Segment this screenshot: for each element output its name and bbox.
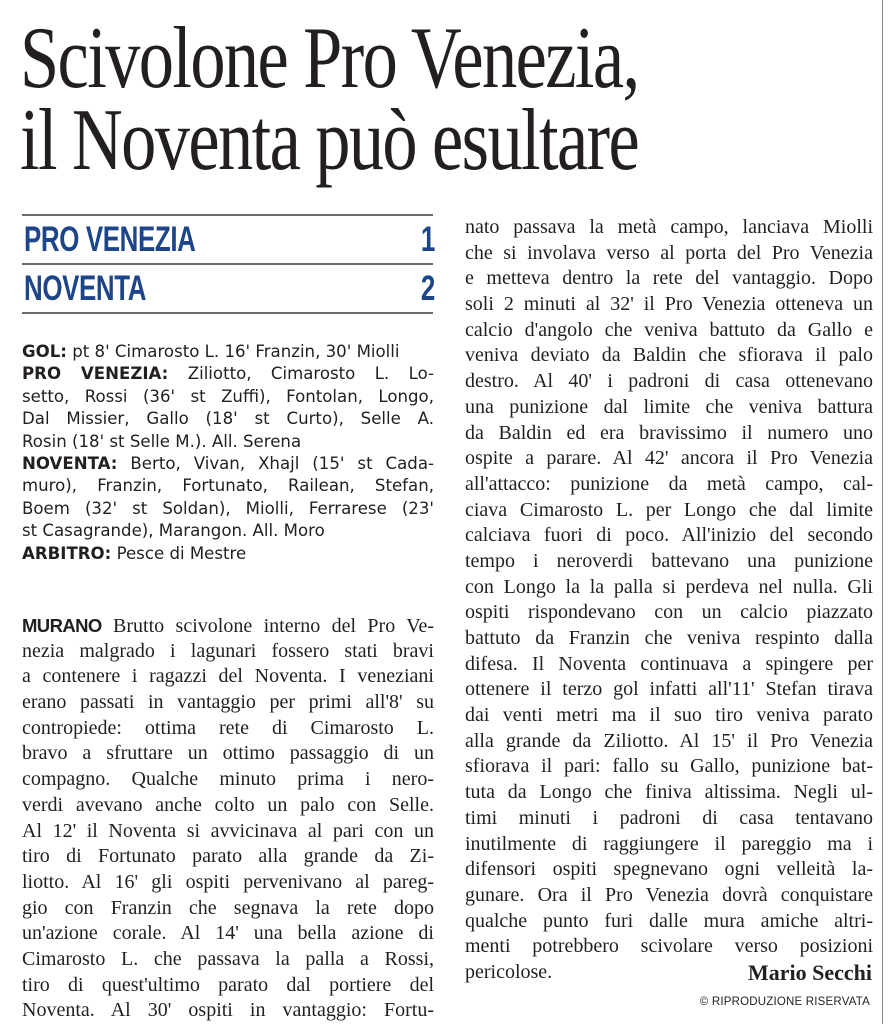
- article-line: [22, 613, 434, 639]
- home-lineup-label: PRO VENEZIA:: [22, 364, 169, 384]
- headline-line-1: Scivolone Pro Venezia,: [20, 10, 639, 107]
- article-line: ciava Cimarosto L. per Longo che dal limite: [465, 498, 873, 521]
- score-row-home: [22, 216, 433, 263]
- article-column-right: [465, 215, 873, 986]
- article-line: sfiorava il pari: fallo su Gallo, punizione bat-: [465, 755, 873, 778]
- author-byline: Mario Secchi: [747, 960, 872, 985]
- score-box: [22, 214, 433, 314]
- article-line: con Longo la la palla si perdeva nel nulla. Gli: [465, 575, 873, 598]
- dateline: MURANO: [22, 615, 102, 636]
- article-line: erano passati in vantaggio per primi all'8' su: [22, 691, 434, 714]
- column-divider: [882, 0, 883, 1024]
- referee-label: ARBITRO:: [22, 543, 112, 563]
- article-line: dai venti metri ma il suo tiro veniva parato: [465, 704, 873, 727]
- article-line: e metteva dentro la rete del vantaggio. Dopo: [465, 267, 873, 290]
- home-lineup-line: [22, 363, 434, 385]
- article-line: contropiede: ottima rete di Cimarosto L.: [22, 716, 434, 739]
- article-line: che si involava verso al porta del Pro Venezia: [465, 241, 873, 264]
- article-line: pericolose.: [465, 960, 553, 983]
- away-lineup-label: NOVENTA:: [22, 454, 118, 474]
- referee-text: Pesce di Mestre: [116, 543, 247, 563]
- article-line: tiro di Fortunato parato alla grande da Zi-: [22, 845, 434, 868]
- article-column-left: [22, 613, 434, 1024]
- article-line: destro. Al 40' i padroni di casa ottenevano: [465, 370, 873, 393]
- article-line: menti potrebbero scivolare verso posizioni: [465, 935, 873, 958]
- score-rule-bottom: [22, 312, 433, 314]
- goals-label: GOL:: [22, 342, 67, 361]
- away-lineup-line: [22, 453, 434, 475]
- match-info: [22, 341, 434, 565]
- article-line: gio con Franzin che segnava la rete dopo: [22, 896, 434, 919]
- headline: [20, 0, 700, 189]
- article-line: Al 12' il Noventa si avvicinava al pari con un: [22, 819, 434, 842]
- article-line: timi minuti i padroni di casa tentavano: [465, 806, 873, 829]
- referee-line: [22, 543, 434, 565]
- away-team-name: NOVENTA: [24, 269, 147, 308]
- article-line: bravo a sfruttare un ottimo passaggio di un: [22, 742, 434, 765]
- article-line: nezia malgrado i lagunari fossero stati bravi: [22, 639, 434, 662]
- article-line: all'attacco: punizione da metà campo, cal-: [465, 472, 873, 495]
- goals-line: [22, 341, 434, 363]
- article-line: Noventa. Al 30' ospiti in vantaggio: Fortu-: [22, 999, 434, 1022]
- article-line: tuta da Longo che finiva altissima. Negli ul-: [465, 781, 873, 804]
- article-line: gunare. Ora il Pro Venezia dovrà conquistare: [465, 883, 873, 906]
- article-line: difesa. Il Noventa continuava a spingere per: [465, 652, 873, 675]
- article-line: ottenere il terzo gol infatti all'11' Stefan tirava: [465, 678, 873, 701]
- article-line: da Baldin ed era bravissimo il numero uno: [465, 421, 873, 444]
- home-team-name: PRO VENEZIA: [24, 220, 196, 259]
- home-lineup-text: Ziliotto, Cimarosto L. Lo-: [187, 364, 435, 384]
- article-line: tiro di quest'ultimo parato dal portiere del: [22, 973, 434, 996]
- score-row-away: [22, 265, 433, 312]
- article-line: calcio d'angolo che veniva battuto da Gallo e: [465, 318, 873, 341]
- article-line: veniva deviato da Baldin che sfiorava il palo: [465, 344, 873, 367]
- article-line: tempo i neroverdi battevano una punizione: [465, 549, 873, 572]
- article-line: una punizione dal limite che veniva battura: [465, 395, 873, 418]
- away-lineup-line: muro), Franzin, Fortunato, Railean, Stefan,: [22, 476, 434, 496]
- article-line: a contenere i ragazzi del Noventa. I veneziani: [22, 665, 434, 688]
- article-line: ospiti rispondevano con un calcio piazzato: [465, 601, 873, 624]
- article-line: liotto. Al 16' gli ospiti pervenivano al pareg-: [22, 870, 434, 893]
- away-lineup-line: st Casagrande), Marangon. All. Moro: [22, 521, 325, 541]
- article-line: calciava fuori di poco. All'inizio del secondo: [465, 524, 873, 547]
- copyright-notice: © RIPRODUZIONE RISERVATA: [699, 996, 870, 1008]
- article-line: ospite a parare. Al 42' ancora il Pro Venezia: [465, 447, 873, 470]
- article-line: soli 2 minuti al 32' il Pro Venezia otteneva un: [465, 293, 873, 316]
- article-line: compagno. Qualche minuto prima i nero-: [22, 768, 434, 791]
- article-line: difensori ospiti spegnevano ogni velleità la-: [465, 858, 873, 881]
- article-line: alla grande da Ziliotto. Al 15' il Pro Venezia: [465, 729, 873, 752]
- article-line: Cimarosto L. che passava la palla a Rossi,: [22, 947, 434, 970]
- home-lineup-line: Rosin (18' st Selle M.). All. Serena: [22, 431, 302, 451]
- home-lineup-line: setto, Rossi (36' st Zuffi), Fontolan, Longo,: [22, 386, 434, 406]
- headline-line-2: il Noventa può esultare: [20, 92, 639, 189]
- article-line-text: Brutto scivolone interno del Pro Ve-: [113, 615, 434, 637]
- article-line: battuto da Franzin che veniva respinto dalla: [465, 627, 873, 649]
- goals-text: pt 8' Cimarosto L. 16' Franzin, 30' Miolli: [72, 342, 400, 361]
- article-line: nato passava la metà campo, lanciava Miolli: [465, 216, 873, 238]
- home-lineup-line: Dal Missier, Gallo (18' st Curto), Selle A.: [22, 409, 434, 429]
- article-line: qualche punto furi dalle mura amiche altri-: [465, 909, 873, 932]
- away-lineup-text: Berto, Vivan, Xhajl (15' st Cada-: [130, 454, 434, 474]
- article-line: verdi avevano anche colto un palo con Selle.: [22, 793, 434, 816]
- article-line: inutilmente di raggiungere il pareggio ma i: [465, 832, 873, 855]
- article-line: un'azione corale. Al 14' una bella azione di: [22, 922, 434, 945]
- away-team-goals: 2: [420, 269, 435, 308]
- away-lineup-line: Boem (32' st Soldan), Miolli, Ferrarese (23': [22, 498, 434, 518]
- home-team-goals: 1: [420, 220, 435, 259]
